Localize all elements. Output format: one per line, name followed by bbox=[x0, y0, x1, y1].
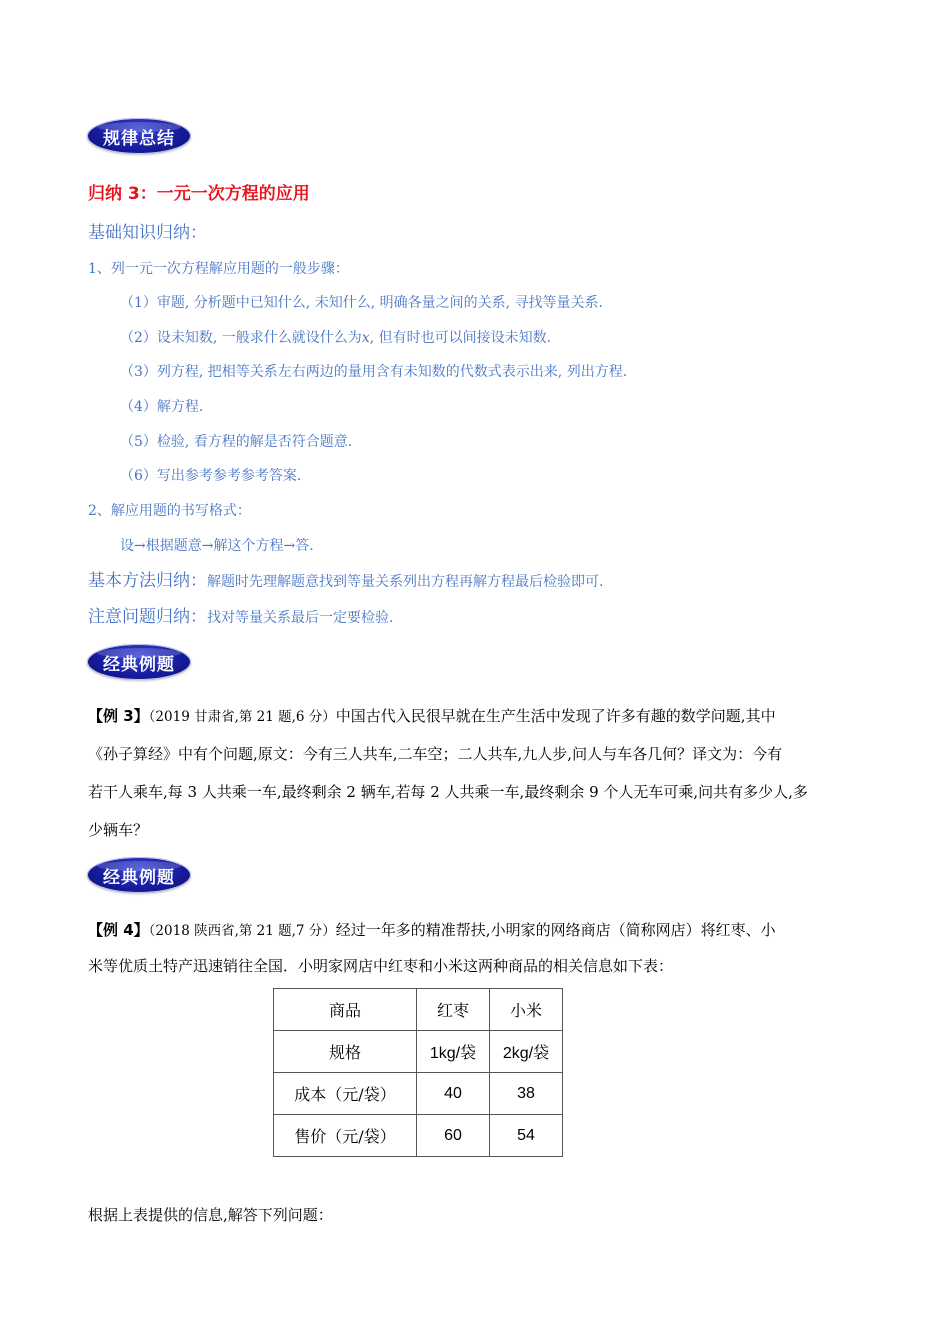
step-2-tail: , 但有时也可以间接设未知数. bbox=[369, 330, 552, 346]
example-badge-2 bbox=[87, 857, 191, 893]
summary-badge-label: 规律总结 bbox=[103, 128, 175, 149]
note-label: 注意问题归纳： bbox=[88, 607, 207, 627]
table-cell: 60 bbox=[417, 1115, 490, 1157]
example3-line-3: 若干人乘车,每 3 人共乘一车,最终剩余 2 辆车,若每 2 人共乘一车,最终剩余 9 个人无车可乘,问共有多少人,多 bbox=[88, 783, 808, 801]
table-header-cell: 小米 bbox=[490, 989, 563, 1031]
table-row bbox=[274, 1031, 563, 1073]
table-cell: 38 bbox=[490, 1073, 563, 1115]
summary-badge bbox=[87, 118, 191, 154]
table-cell: 1kg/袋 bbox=[417, 1031, 490, 1073]
note-text: 找对等量关系最后一定要检验. bbox=[207, 610, 394, 626]
step-3: （3）列方程, 把相等关系左右两边的量用含有未知数的代数式表示出来, 列出方程. bbox=[120, 364, 628, 380]
example3-text-1: 中国古代入民很早就在生产生活中发现了许多有趣的数学问题,其中 bbox=[335, 707, 776, 725]
step-5: （5）检验, 看方程的解是否符合题意. bbox=[120, 434, 353, 450]
example-badge-1 bbox=[87, 644, 191, 680]
example-badge-2-label: 经典例题 bbox=[103, 867, 175, 888]
example4-source: （2018 陕西省,第 21 题,7 分） bbox=[148, 923, 336, 939]
method-summary bbox=[88, 566, 603, 591]
step-4: （4）解方程. bbox=[120, 399, 204, 415]
note-summary bbox=[88, 602, 393, 627]
method-text: 解题时先理解题意找到等量关系列出方程再解方程最后检验即可. bbox=[207, 574, 604, 590]
example3-line-4: 少辆车？ bbox=[88, 821, 149, 839]
example4-label: 【例 4】 bbox=[88, 921, 149, 939]
table-cell: 成本（元/袋） bbox=[274, 1073, 417, 1115]
table-row bbox=[274, 1115, 563, 1157]
table-header-row bbox=[274, 989, 563, 1031]
example3-source: （2019 甘肃省,第 21 题,6 分） bbox=[148, 709, 336, 725]
step-2-text: （2）设未知数, 一般求什么就设什么为 bbox=[120, 330, 362, 346]
step-1: （1）审题, 分析题中已知什么, 未知什么, 明确各量之间的关系, 寻找等量关系. bbox=[120, 295, 603, 311]
table-cell: 54 bbox=[490, 1115, 563, 1157]
table-header-cell: 商品 bbox=[274, 989, 417, 1031]
example4-line-2: 米等优质土特产迅速销往全国．小明家网店中红枣和小米这两种商品的相关信息如下表： bbox=[88, 957, 674, 975]
example3-line-2: 《孙子算经》中有个问题,原文：今有三人共车,二车空；二人共车,九人步,问人与车各几何？译文为：今有 bbox=[88, 745, 783, 763]
example3-label: 【例 3】 bbox=[88, 707, 149, 725]
example3-line-1 bbox=[88, 697, 776, 736]
product-info-table bbox=[273, 988, 563, 1157]
example4-text-1: 经过一年多的精准帮扶,小明家的网络商店（简称网店）将红枣、小 bbox=[335, 921, 776, 939]
method-label: 基本方法归纳： bbox=[88, 571, 207, 591]
step-2 bbox=[120, 327, 551, 347]
table-header-cell: 红枣 bbox=[417, 989, 490, 1031]
basic-knowledge-heading: 基础知识归纳： bbox=[88, 223, 207, 243]
table-cell: 售价（元/袋） bbox=[274, 1115, 417, 1157]
step-intro: 1、列一元一次方程解应用题的一般步骤： bbox=[88, 261, 349, 277]
step-2-variable: x bbox=[361, 330, 370, 346]
table-cell: 40 bbox=[417, 1073, 490, 1115]
after-table-text: 根据上表提供的信息,解答下列问题： bbox=[88, 1206, 333, 1224]
format-intro: 2、解应用题的书写格式： bbox=[88, 503, 251, 519]
table-cell: 2kg/袋 bbox=[490, 1031, 563, 1073]
example4-line-1 bbox=[88, 911, 776, 950]
table-row bbox=[274, 1073, 563, 1115]
format-line: 设→根据题意→解这个方程→答. bbox=[120, 538, 314, 554]
step-6: （6）写出参考参考参考答案. bbox=[120, 468, 302, 484]
table-cell: 规格 bbox=[274, 1031, 417, 1073]
example-badge-1-label: 经典例题 bbox=[103, 654, 175, 675]
section-title: 归纳 3：一元一次方程的应用 bbox=[88, 184, 310, 204]
